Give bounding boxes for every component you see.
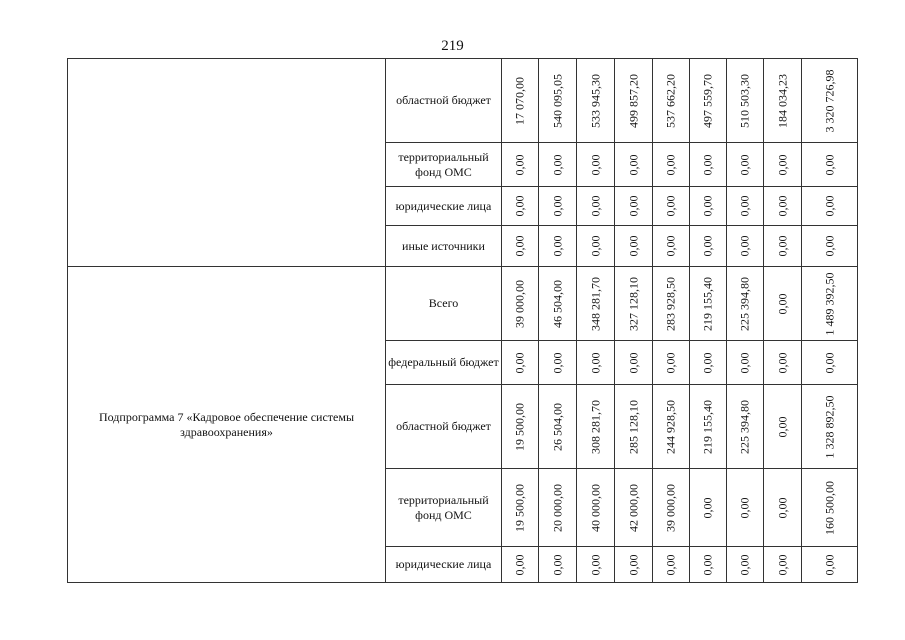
amount-cell	[653, 187, 690, 226]
amount-value: 0,00	[775, 154, 789, 175]
amount-cell	[502, 59, 539, 143]
amount-cell	[727, 143, 764, 187]
funding-source-cell: территориальный фонд ОМС	[386, 143, 502, 187]
amount-cell	[690, 267, 727, 341]
amount-value: 0,00	[626, 352, 640, 373]
amount-value: 0,00	[663, 154, 678, 175]
funding-source-cell: федеральный бюджет	[386, 341, 502, 385]
amount-cell	[690, 59, 727, 143]
amount-value: 0,00	[737, 154, 752, 175]
funding-source-cell: иные источники	[386, 226, 502, 267]
amount-cell	[502, 143, 539, 187]
amount-cell	[764, 469, 802, 547]
amount-value: 283 928,50	[663, 276, 678, 331]
amount-cell	[539, 226, 577, 267]
amount-value: 20 000,00	[550, 483, 564, 532]
amount-cell	[577, 385, 615, 469]
amount-value: 225 394,80	[737, 399, 752, 454]
amount-cell	[727, 547, 764, 583]
amount-value: 285 128,10	[626, 399, 640, 454]
amount-value: 0,00	[822, 195, 836, 217]
amount-value: 0,00	[626, 554, 640, 575]
amount-cell	[764, 267, 802, 341]
amount-value: 0,00	[775, 235, 789, 257]
amount-cell	[802, 226, 858, 267]
amount-value: 225 394,80	[737, 276, 752, 331]
amount-cell	[577, 469, 615, 547]
amount-value: 219 155,40	[700, 399, 715, 454]
amount-value: 510 503,30	[737, 73, 752, 128]
amount-cell	[653, 469, 690, 547]
amount-value: 0,00	[700, 154, 715, 175]
amount-cell	[727, 59, 764, 143]
amount-cell	[577, 547, 615, 583]
table-row	[68, 267, 858, 341]
amount-value: 0,00	[626, 235, 640, 257]
amount-value: 0,00	[775, 416, 789, 437]
amount-value: 0,00	[700, 554, 715, 575]
amount-value: 537 662,20	[663, 73, 678, 128]
amount-value: 0,00	[775, 497, 789, 518]
amount-cell	[764, 59, 802, 143]
amount-value: 497 559,70	[700, 73, 715, 128]
amount-cell	[502, 341, 539, 385]
amount-cell	[539, 469, 577, 547]
budget-table	[67, 58, 858, 583]
amount-cell	[653, 59, 690, 143]
amount-value: 0,00	[737, 195, 752, 217]
amount-cell	[727, 226, 764, 267]
amount-cell	[502, 385, 539, 469]
amount-value: 3 320 726,98	[822, 69, 836, 132]
amount-value: 19 500,00	[512, 402, 527, 451]
amount-cell	[727, 187, 764, 226]
funding-source-cell: областной бюджет	[386, 59, 502, 143]
amount-cell	[764, 226, 802, 267]
amount-cell	[653, 385, 690, 469]
amount-value: 19 500,00	[512, 483, 527, 532]
amount-value: 0,00	[700, 497, 715, 518]
amount-value: 0,00	[550, 195, 564, 217]
amount-cell	[502, 267, 539, 341]
amount-value: 0,00	[737, 497, 752, 518]
amount-cell	[577, 143, 615, 187]
amount-cell	[802, 341, 858, 385]
amount-value: 0,00	[588, 195, 602, 217]
amount-value: 0,00	[550, 235, 564, 257]
amount-cell	[577, 187, 615, 226]
amount-cell	[577, 226, 615, 267]
amount-cell	[502, 226, 539, 267]
amount-cell	[802, 187, 858, 226]
amount-cell	[764, 143, 802, 187]
amount-cell	[653, 267, 690, 341]
amount-cell	[615, 187, 653, 226]
amount-value: 17 070,00	[512, 76, 527, 125]
amount-cell	[802, 267, 858, 341]
amount-value: 1 328 892,50	[822, 395, 836, 458]
amount-cell	[690, 547, 727, 583]
amount-value: 0,00	[626, 195, 640, 217]
amount-cell	[577, 341, 615, 385]
funding-source-cell: областной бюджет	[386, 385, 502, 469]
amount-cell	[577, 59, 615, 143]
amount-cell	[802, 469, 858, 547]
amount-cell	[690, 341, 727, 385]
amount-cell	[764, 385, 802, 469]
amount-value: 0,00	[550, 554, 564, 575]
amount-cell	[615, 547, 653, 583]
table-row	[68, 59, 858, 143]
funding-source-cell: территориальный фонд ОМС	[386, 469, 502, 547]
amount-value: 26 504,00	[550, 402, 564, 451]
amount-cell	[764, 547, 802, 583]
amount-value: 0,00	[737, 352, 752, 373]
amount-value: 160 500,00	[822, 480, 836, 535]
amount-value: 0,00	[588, 154, 602, 175]
amount-value: 540 095,05	[550, 73, 564, 128]
amount-cell	[690, 143, 727, 187]
amount-value: 533 945,30	[588, 73, 602, 128]
amount-value: 42 000,00	[626, 483, 640, 532]
amount-value: 40 000,00	[588, 483, 602, 532]
amount-value: 0,00	[512, 554, 527, 575]
amount-cell	[615, 226, 653, 267]
amount-value: 0,00	[663, 554, 678, 575]
amount-cell	[764, 341, 802, 385]
amount-value: 0,00	[663, 195, 678, 217]
amount-value: 0,00	[512, 352, 527, 373]
amount-value: 0,00	[775, 554, 789, 575]
amount-value: 0,00	[588, 554, 602, 575]
amount-value: 0,00	[737, 554, 752, 575]
amount-cell	[539, 187, 577, 226]
amount-cell	[653, 226, 690, 267]
amount-value: 0,00	[775, 293, 789, 314]
program-name-cell	[68, 59, 386, 267]
amount-cell	[502, 187, 539, 226]
amount-cell	[690, 469, 727, 547]
amount-cell	[802, 59, 858, 143]
amount-cell	[577, 267, 615, 341]
amount-cell	[539, 143, 577, 187]
amount-value: 0,00	[737, 235, 752, 257]
amount-cell	[502, 547, 539, 583]
amount-value: 0,00	[700, 235, 715, 257]
amount-cell	[539, 267, 577, 341]
funding-source-cell: юридические лица	[386, 547, 502, 583]
amount-value: 0,00	[822, 352, 836, 373]
amount-value: 308 281,70	[588, 399, 602, 454]
amount-value: 39 000,00	[663, 483, 678, 532]
amount-cell	[802, 385, 858, 469]
amount-value: 184 034,23	[775, 73, 789, 128]
amount-value: 0,00	[588, 352, 602, 373]
amount-cell	[690, 226, 727, 267]
amount-cell	[615, 469, 653, 547]
amount-cell	[690, 385, 727, 469]
amount-cell	[802, 547, 858, 583]
amount-cell	[615, 385, 653, 469]
amount-cell	[802, 143, 858, 187]
budget-table-body	[68, 59, 858, 583]
amount-value: 0,00	[512, 154, 527, 175]
amount-cell	[653, 143, 690, 187]
amount-cell	[502, 469, 539, 547]
amount-value: 0,00	[550, 154, 564, 175]
amount-value: 219 155,40	[700, 276, 715, 331]
amount-value: 1 489 392,50	[822, 272, 836, 335]
amount-cell	[615, 143, 653, 187]
amount-value: 0,00	[663, 352, 678, 373]
amount-value: 244 928,50	[663, 399, 678, 454]
amount-cell	[539, 59, 577, 143]
amount-value: 0,00	[822, 235, 836, 257]
amount-cell	[615, 341, 653, 385]
amount-cell	[539, 385, 577, 469]
amount-value: 0,00	[822, 154, 836, 175]
amount-cell	[690, 187, 727, 226]
funding-source-cell: юридические лица	[386, 187, 502, 226]
amount-value: 0,00	[700, 352, 715, 373]
amount-cell	[727, 385, 764, 469]
amount-value: 0,00	[775, 352, 789, 373]
amount-value: 0,00	[512, 235, 527, 257]
amount-value: 0,00	[775, 195, 789, 217]
amount-cell	[653, 341, 690, 385]
funding-source-cell: Всего	[386, 267, 502, 341]
amount-cell	[727, 267, 764, 341]
amount-cell	[615, 59, 653, 143]
amount-value: 0,00	[700, 195, 715, 217]
amount-value: 39 000,00	[512, 279, 527, 328]
amount-cell	[764, 187, 802, 226]
amount-value: 348 281,70	[588, 276, 602, 331]
page-number: 219	[441, 38, 464, 54]
amount-cell	[727, 341, 764, 385]
amount-value: 327 128,10	[626, 276, 640, 331]
amount-value: 0,00	[512, 195, 527, 217]
amount-cell	[615, 267, 653, 341]
amount-value: 499 857,20	[626, 73, 640, 128]
amount-value: 0,00	[663, 235, 678, 257]
amount-cell	[539, 341, 577, 385]
amount-value: 0,00	[822, 554, 836, 575]
program-name-cell: Подпрограмма 7 «Кадровое обеспечение системы здравоохранения»	[68, 267, 386, 583]
amount-value: 46 504,00	[550, 279, 564, 328]
amount-cell	[727, 469, 764, 547]
amount-value: 0,00	[550, 352, 564, 373]
amount-value: 0,00	[588, 235, 602, 257]
amount-cell	[539, 547, 577, 583]
amount-cell	[653, 547, 690, 583]
amount-value: 0,00	[626, 154, 640, 175]
